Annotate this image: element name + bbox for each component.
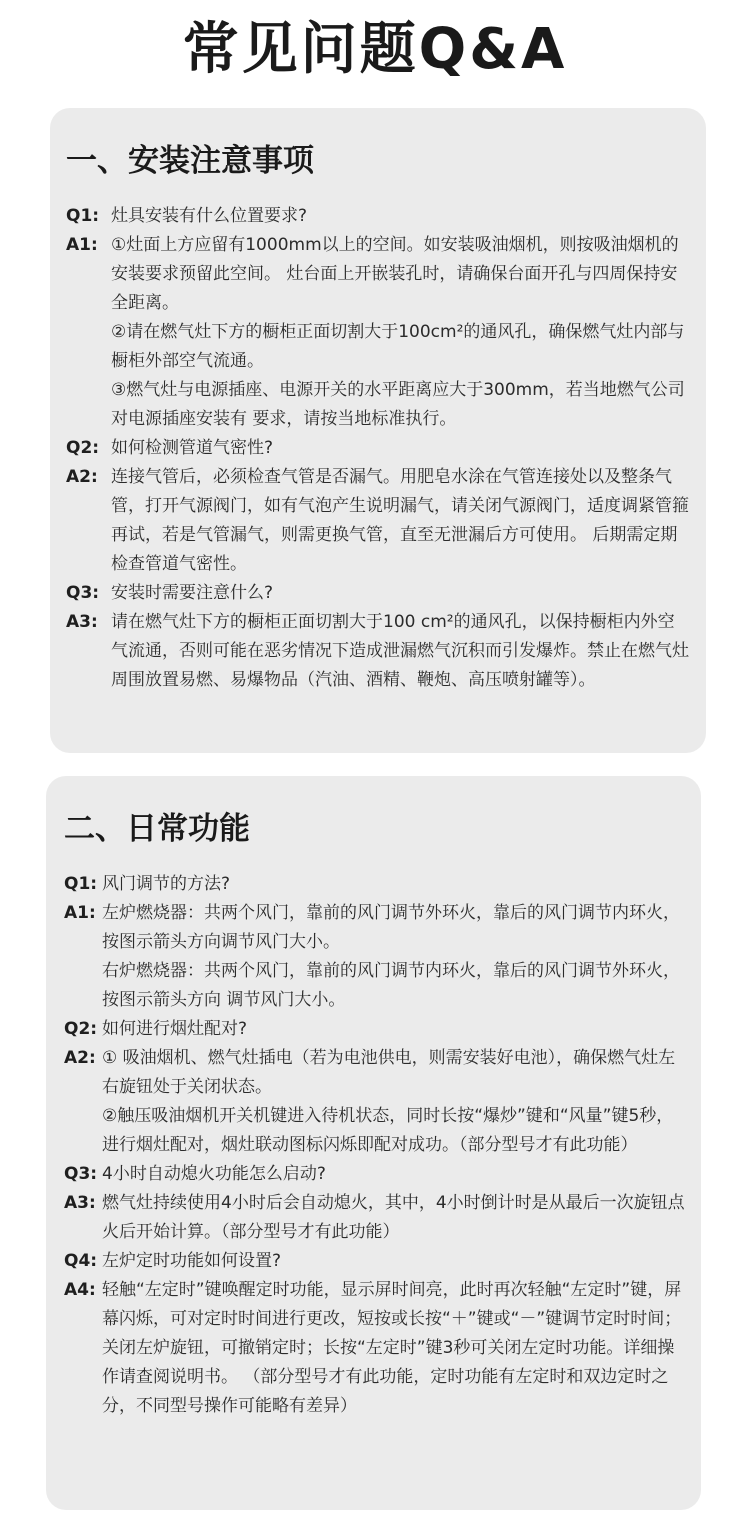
- question-row: [64, 1160, 685, 1189]
- section-heading: 二、日常功能: [64, 811, 250, 847]
- answer-paragraph: ③燃气灶与电源插座、电源开关的水平距离应大于300mm，若当地燃气公司对电源插座安装有 要求，请按当地标准执行。: [111, 380, 685, 429]
- question-text: 如何进行烟灶配对?: [102, 1019, 248, 1039]
- question-text: 安装时需要注意什么?: [111, 583, 274, 603]
- faq-section-installation: [50, 108, 706, 753]
- answer-label: A2:: [64, 1048, 96, 1068]
- answer-paragraph: ②请在燃气灶下方的橱柜正面切割大于100cm²的通风孔，确保燃气灶内部与橱柜外部空气流通。: [111, 322, 685, 371]
- answer-paragraph: 左炉燃烧器：共两个风门，靠前的风门调节外环火，靠后的风门调节内环火，按图示箭头方向调节风门大小。: [102, 903, 680, 952]
- page-title: 常见问题Q&A: [182, 17, 568, 82]
- answer-label: A3:: [66, 612, 98, 632]
- answer-paragraph: 请在燃气灶下方的橱柜正面切割大于100 cm²的通风孔，以保持橱柜内外空气流通，否则可能在恶劣情况下造成泄漏燃气沉积而引发爆炸。禁止在燃气灶周围放置易燃、易爆物品（汽油、酒精、鞭炮、高压喷射罐等）。: [111, 612, 689, 690]
- question-text: 4小时自动熄火功能怎么启动?: [102, 1164, 326, 1184]
- question-text: 灶具安装有什么位置要求?: [111, 206, 308, 226]
- question-label: Q4:: [64, 1251, 98, 1271]
- answer-row: [64, 1044, 685, 1160]
- answer-label: A3:: [64, 1193, 96, 1213]
- answer-paragraph: ① 吸油烟机、燃气灶插电（若为电池供电，则需安装好电池），确保燃气灶左右旋钮处于关闭状态。: [102, 1048, 676, 1097]
- question-label: Q2:: [66, 438, 100, 458]
- question-label: Q1:: [64, 874, 98, 894]
- answer-paragraph: 燃气灶持续使用4小时后会自动熄火，其中，4小时倒计时是从最后一次旋钮点火后开始计算。（部分型号才有此功能）: [102, 1193, 685, 1242]
- question-row: [64, 870, 685, 899]
- question-text: 如何检测管道气密性?: [111, 438, 274, 458]
- question-label: Q1:: [66, 206, 100, 226]
- answer-row: [64, 899, 685, 1015]
- question-text: 风门调节的方法?: [102, 874, 231, 894]
- question-text: 左炉定时功能如何设置?: [102, 1251, 282, 1271]
- answer-row: [66, 463, 690, 579]
- answer-label: A4:: [64, 1280, 96, 1300]
- answer-row: [64, 1276, 685, 1421]
- question-label: Q2:: [64, 1019, 98, 1039]
- question-row: [64, 1247, 685, 1276]
- question-row: [66, 202, 690, 231]
- answer-label: A2:: [66, 467, 98, 487]
- answer-paragraph: ①灶面上方应留有1000mm以上的空间。如安装吸油烟机，则按吸油烟机的安装要求预留此空间。 灶台面上开嵌装孔时，请确保台面开孔与四周保持安全距离。: [111, 235, 679, 313]
- answer-label: A1:: [66, 235, 98, 255]
- answer-paragraph: ②触压吸油烟机开关机键进入待机状态，同时长按“爆炒”键和“风量”键5秒，进行烟灶配对，烟灶联动图标闪烁即配对成功。（部分型号才有此功能）: [102, 1106, 674, 1155]
- answer-row: [66, 231, 690, 434]
- question-row: [66, 579, 690, 608]
- section-heading: 一、安装注意事项: [66, 143, 314, 179]
- question-row: [66, 434, 690, 463]
- answer-row: [66, 608, 690, 695]
- answer-row: [64, 1189, 685, 1247]
- question-label: Q3:: [66, 583, 100, 603]
- answer-paragraph: 右炉燃烧器：共两个风门，靠前的风门调节内环火，靠后的风门调节外环火，按图示箭头方向 调节风门大小。: [102, 961, 680, 1010]
- answer-paragraph: 轻触“左定时”键唤醒定时功能，显示屏时间亮，此时再次轻触“左定时”键，屏幕闪烁，可对定时时间进行更改，短按或长按“＋”键或“－”键调节定时时间；关闭左炉旋钮，可撤销定时；长按“左定时”键3秒可关闭左定时功能。详细操作请查阅说明书。 （部分型号才有此功能，定时功能有左定时和双边定时之分，不同型号操作可能略有差异）: [102, 1280, 682, 1416]
- question-row: [64, 1015, 685, 1044]
- answer-label: A1:: [64, 903, 96, 923]
- question-label: Q3:: [64, 1164, 98, 1184]
- answer-paragraph: 连接气管后，必须检查气管是否漏气。用肥皂水涂在气管连接处以及整条气管，打开气源阀门，如有气泡产生说明漏气，请关闭气源阀门，适度调紧管箍再试，若是气管漏气，则需更换气管，直至无泄漏后方可使用。 后期需定期检查管道气密性。: [111, 467, 689, 574]
- faq-section-daily-functions: [46, 776, 701, 1510]
